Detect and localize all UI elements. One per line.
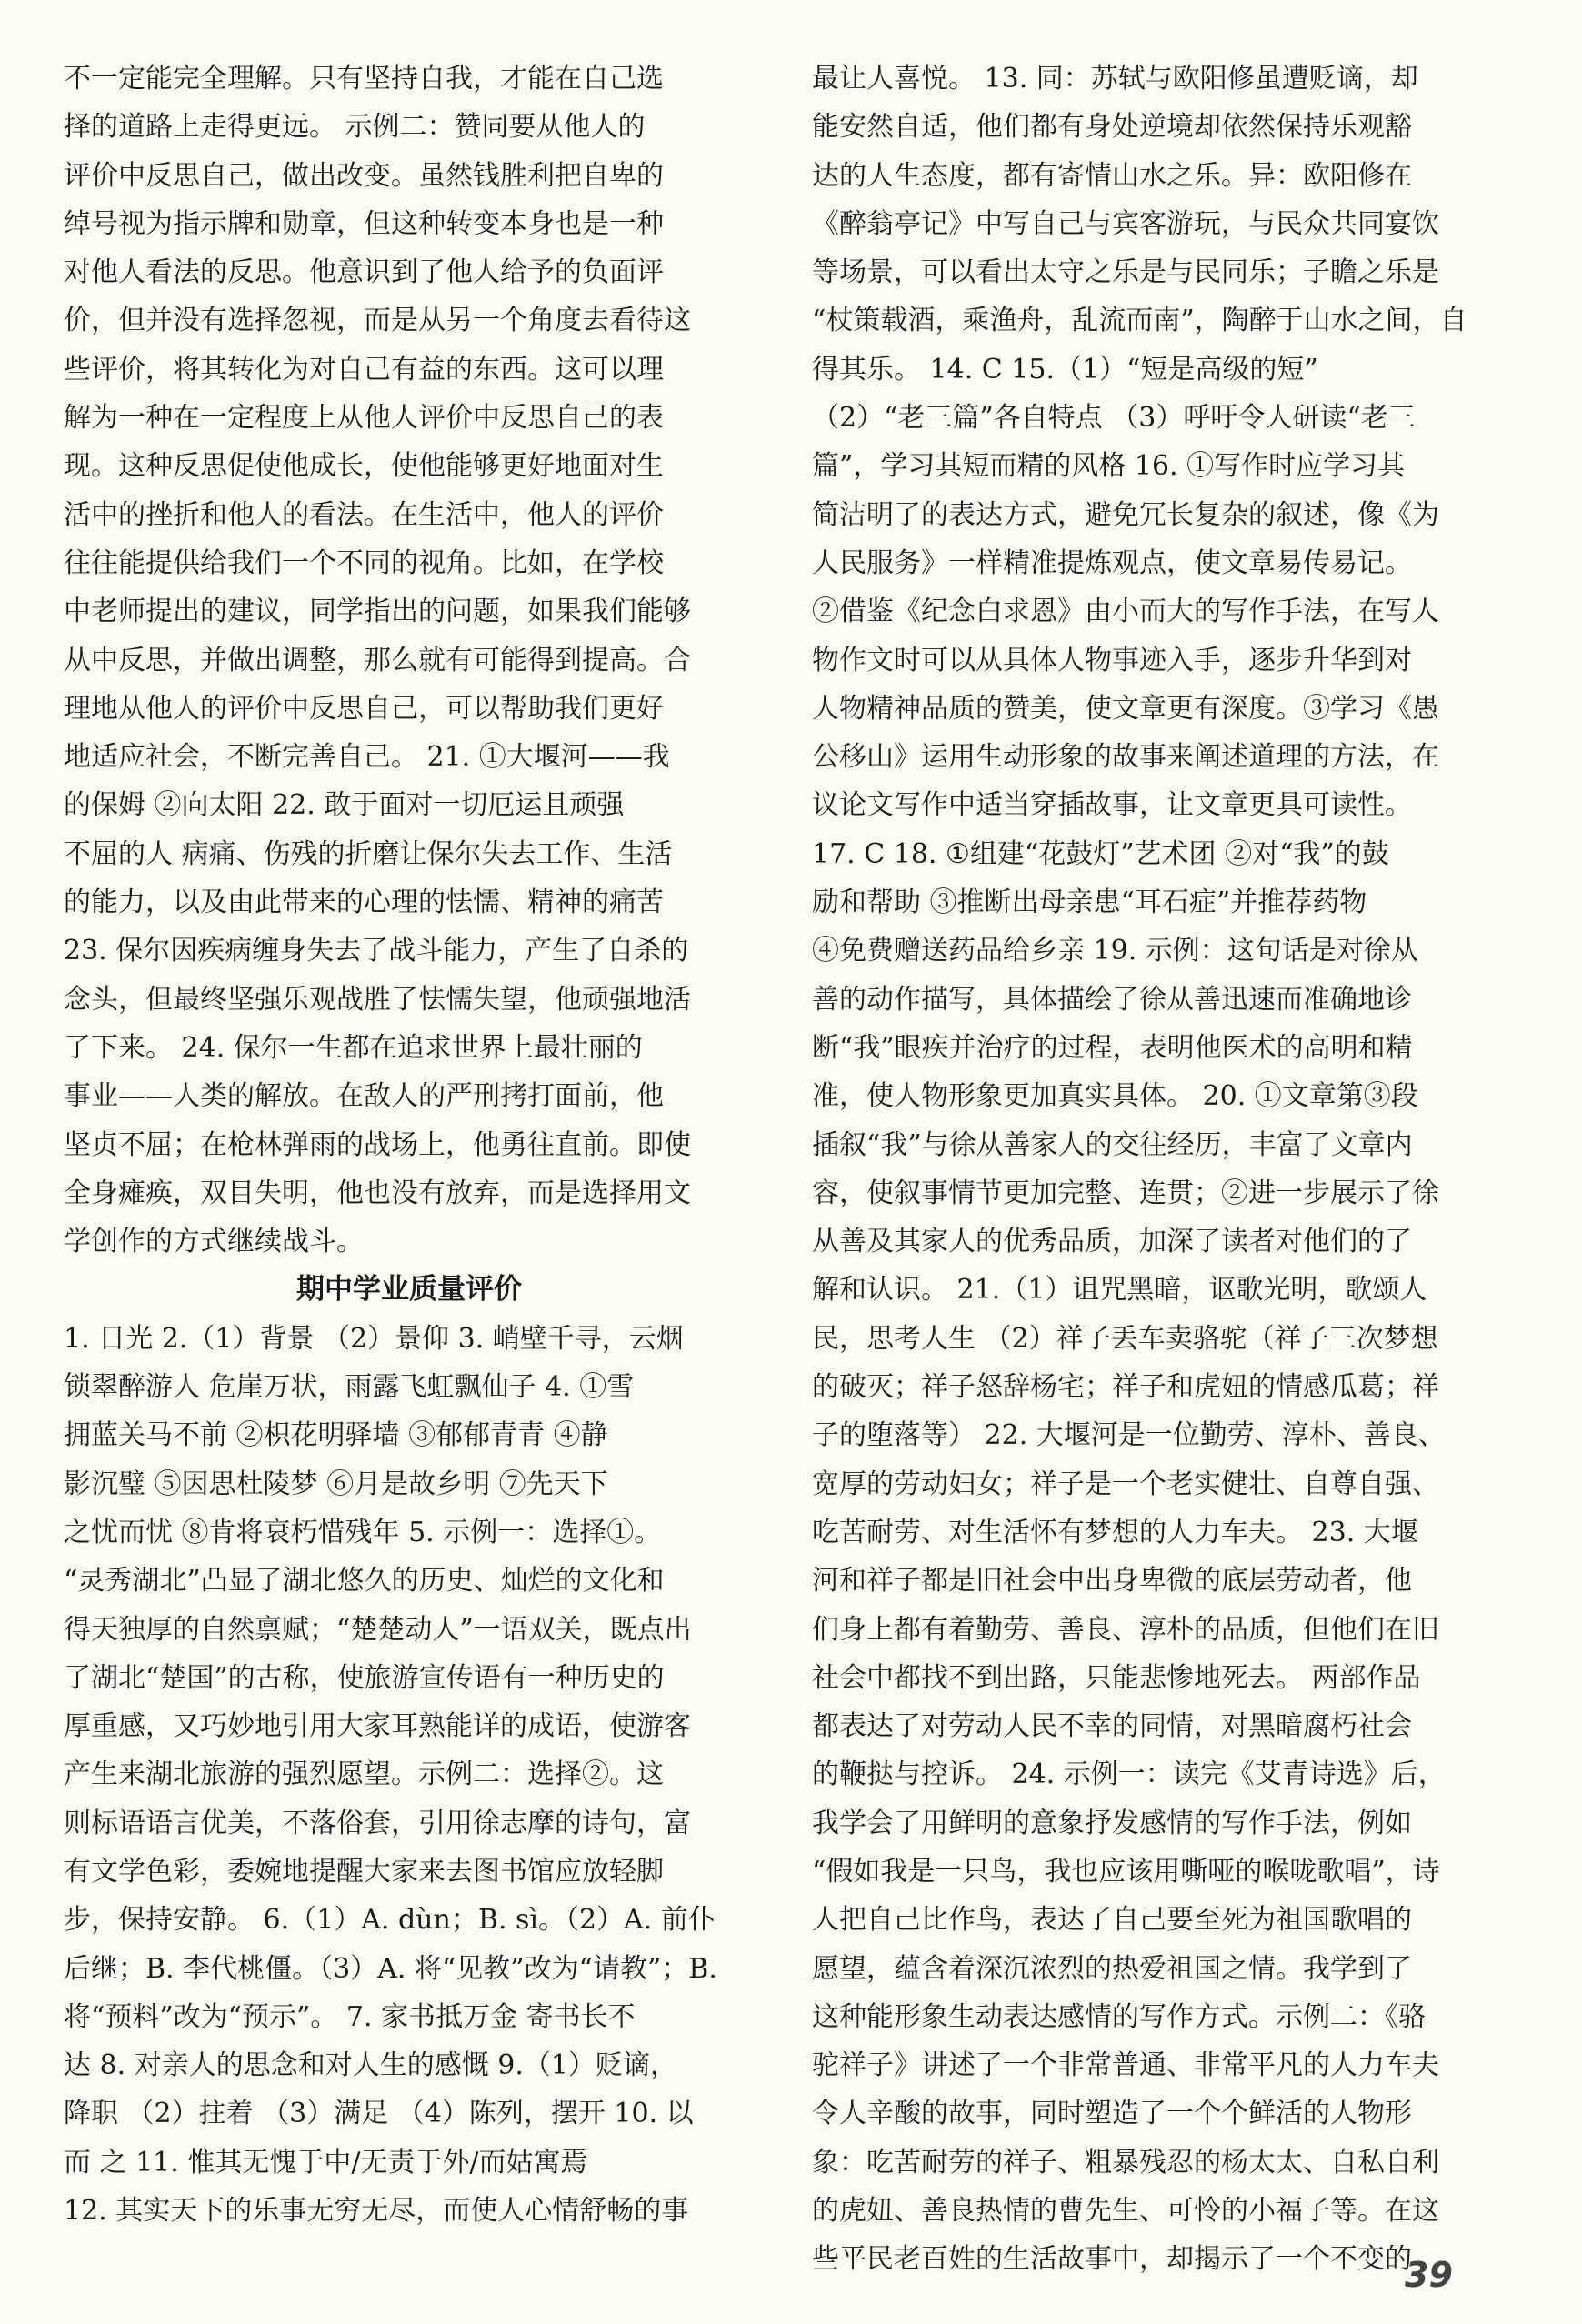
- text-line: 学创作的方式继续战斗。: [64, 1226, 364, 1258]
- text-line: 全身瘫痪，双目失明，他也没有放弃，而是选择用文: [64, 1177, 691, 1209]
- text-line: 了下来。 24. 保尔一生都在追求世界上最壮丽的: [64, 1031, 643, 1064]
- text-line: 往往能提供给我们一个不同的视角。比如，在学校: [64, 546, 664, 579]
- page-number: 39: [1405, 2255, 1453, 2295]
- text-line: 活中的挫折和他人的看法。在生活中，他人的评价: [64, 498, 664, 531]
- text-line: 容，使叙事情节更加完整、连贯；②进一步展示了徐: [812, 1177, 1439, 1209]
- text-line: 影沉璧 ⑤因思杜陵梦 ⑥月是故乡明 ⑦先天下: [64, 1468, 608, 1500]
- text-line: 准，使人物形象更加真实具体。 20. ①文章第③段: [812, 1080, 1418, 1113]
- text-line: 的能力，以及由此带来的心理的怯懦、精神的痛苦: [64, 887, 664, 919]
- text-line: 河和祥子都是旧社会中出身卑微的底层劳动者，他: [812, 1565, 1412, 1598]
- text-line: 得天独厚的自然禀赋；“楚楚动人”一语双关，既点出: [64, 1613, 692, 1646]
- text-line: ②借鉴《纪念白求恩》由小而大的写作手法，在写人: [812, 596, 1439, 628]
- section-heading: 期中学业质量评价: [296, 1273, 522, 1307]
- text-line: 的鞭挞与控诉。 24. 示例一：读完《艾青诗选》后，: [812, 1758, 1446, 1791]
- text-line: 降职 （2）拄着 （3）满足 （4）陈列，摆开 10. 以: [64, 2098, 694, 2130]
- text-line: 绰号视为指示牌和勋章，但这种转变本身也是一种: [64, 207, 664, 240]
- text-line: 事业——人类的解放。在敌人的严刑拷打面前，他: [64, 1080, 664, 1113]
- text-line: 篇”，学习其短而精的风格 16. ①写作时应学习其: [812, 450, 1406, 483]
- text-line: 宽厚的劳动妇女；祥子是一个老实健壮、自尊自强、: [812, 1468, 1439, 1500]
- text-line: 最让人喜悦。 13. 同：苏轼与欧阳修虽遭贬谪，却: [812, 63, 1418, 95]
- text-line: 社会中都找不到出路，只能悲惨地死去。 两部作品: [812, 1661, 1421, 1694]
- text-line: 插叙“我”与徐从善家人的交往经历，丰富了文章内: [812, 1128, 1413, 1161]
- text-line: 的虎妞、善良热情的曹先生、可怜的小福子等。在这: [812, 2195, 1439, 2228]
- text-line: 人把自己比作鸟，表达了自己要至死为祖国歌唱的: [812, 1904, 1412, 1937]
- text-line: 了湖北“楚国”的古称，使旅游宣传语有一种历史的: [64, 1661, 665, 1694]
- text-line: 则标语语言优美，不落俗套，引用徐志摩的诗句，富: [64, 1807, 691, 1839]
- text-line: 不一定能完全理解。只有坚持自我，才能在自己选: [64, 63, 664, 95]
- text-line: 吃苦耐劳、对生活怀有梦想的人力车夫。 23. 大堰: [812, 1516, 1418, 1548]
- text-line: 之忧而忧 ⑧肯将衰朽惜残年 5. 示例一：选择①。: [64, 1516, 662, 1548]
- text-line: 现。这种反思促使他成长，使他能够更好地面对生: [64, 450, 664, 483]
- text-line: 从善及其家人的优秀品质，加深了读者对他们的了: [812, 1226, 1412, 1258]
- text-line: 都表达了对劳动人民不幸的同情，对黑暗腐朽社会: [812, 1710, 1412, 1743]
- text-line: 理地从他人的评价中反思自己，可以帮助我们更好: [64, 692, 664, 725]
- text-line: 12. 其实天下的乐事无穷无尽，而使人心情舒畅的事: [64, 2195, 689, 2228]
- text-line: 简洁明了的表达方式，避免冗长复杂的叙述，像《为: [812, 498, 1439, 531]
- text-line: 而 之 11. 惟其无愧于中/无责于外/而姑寓焉: [64, 2146, 588, 2179]
- text-line: 23. 保尔因疾病缠身失去了战斗能力，产生了自杀的: [64, 935, 689, 967]
- text-line: 步，保持安静。 6.（1）A. dùn；B. sì。（2）A. 前仆: [64, 1904, 716, 1937]
- text-line: 愿望，蕴含着深沉浓烈的热爱祖国之情。我学到了: [812, 1952, 1412, 1985]
- text-line: 驼祥子》讲述了一个非常普通、非常平凡的人力车夫: [812, 2049, 1439, 2082]
- text-line: “假如我是一只鸟，我也应该用嘶哑的喉咙歌唱”，诗: [812, 1855, 1440, 1888]
- text-line: 达的人生态度，都有寄情山水之乐。异：欧阳修在: [812, 159, 1412, 192]
- text-line: 的破灭；祥子怒辞杨宅；祥子和虎妞的情感瓜葛；祥: [812, 1371, 1439, 1404]
- text-line: 人物精神品质的赞美，使文章更有深度。③学习《愚: [812, 692, 1439, 725]
- text-line: 令人辛酸的故事，同时塑造了一个个鲜活的人物形: [812, 2098, 1412, 2130]
- text-line: 将“预料”改为“预示”。 7. 家书抵万金 寄书长不: [64, 2000, 636, 2033]
- left-column-text-before-heading: [64, 55, 755, 1266]
- text-line: 这种能形象生动表达感情的写作方式。示例二：《骆: [812, 2000, 1426, 2033]
- text-line: 地适应社会，不断完善自己。 21. ①大堰河——我: [64, 741, 670, 774]
- text-line: 民，思考人生 （2）祥子丢车卖骆驼（祥子三次梦想: [812, 1322, 1438, 1355]
- text-line: 物作文时可以从具体人物事迹入手，逐步升华到对: [812, 644, 1412, 676]
- text-line: 17. C 18. ①组建“花鼓灯”艺术团 ②对“我”的鼓: [812, 837, 1389, 870]
- right-column-text: [812, 55, 1503, 2284]
- right-column: [812, 55, 1503, 2284]
- text-line: 等场景，可以看出太守之乐是与民同乐；子瞻之乐是: [812, 256, 1439, 289]
- text-line: “杖策载酒，乘渔舟，乱流而南”，陶醉于山水之间，自: [812, 305, 1467, 337]
- text-line: 1. 日光 2.（1）背景 （2）景仰 3. 峭壁千寻，云烟: [64, 1322, 684, 1355]
- text-line: “灵秀湖北”凸显了湖北悠久的历史、灿烂的文化和: [64, 1565, 665, 1598]
- text-line: 解和认识。 21.（1）诅咒黑暗，讴歌光明，歌颂人: [812, 1274, 1427, 1307]
- text-line: 有文学色彩，委婉地提醒大家来去图书馆应放轻脚: [64, 1855, 664, 1888]
- text-line: 拥蓝关马不前 ②枳花明驿墙 ③郁郁青青 ④静: [64, 1419, 608, 1452]
- text-line: 《醉翁亭记》中写自己与宾客游玩，与民众共同宴饮: [812, 207, 1439, 240]
- text-line: 评价中反思自己，做出改变。虽然钱胜利把自卑的: [64, 159, 664, 192]
- text-line: 后继；B. 李代桃僵。（3）A. 将“见教”改为“请教”；B.: [64, 1952, 717, 1985]
- text-line: 些评价，将其转化为对自己有益的东西。这可以理: [64, 353, 664, 386]
- text-line: 些平民老百姓的生活故事中，却揭示了一个不变的: [812, 2243, 1412, 2276]
- text-line: 念头，但最终坚强乐观战胜了怯懦失望，他顽强地活: [64, 983, 691, 1016]
- text-line: 产生来湖北旅游的强烈愿望。示例二：选择②。这: [64, 1758, 664, 1791]
- text-line: 达 8. 对亲人的思念和对人生的感慨 9.（1）贬谪，: [64, 2049, 677, 2082]
- text-line: 坚贞不屈；在枪林弹雨的战场上，他勇往直前。即使: [64, 1128, 691, 1161]
- text-line: 中老师提出的建议，同学指出的问题，如果我们能够: [64, 596, 691, 628]
- left-column: [64, 55, 755, 2235]
- text-line: 议论文写作中适当穿插故事，让文章更具可读性。: [812, 789, 1412, 822]
- text-line: 人民服务》一样精准提炼观点，使文章易传易记。: [812, 546, 1412, 579]
- text-line: 价，但并没有选择忽视，而是从另一个角度去看待这: [64, 305, 691, 337]
- text-line: 励和帮助 ③推断出母亲患“耳石症”并推荐药物: [812, 887, 1367, 919]
- text-line: 善的动作描写，具体描绘了徐从善迅速而准确地诊: [812, 983, 1412, 1016]
- left-column-text-after-heading: [64, 1315, 755, 2236]
- text-line: 们身上都有着勤劳、善良、淳朴的品质，但他们在旧: [812, 1613, 1439, 1646]
- text-line: 的保姆 ②向太阳 22. 敢于面对一切厄运且顽强: [64, 789, 625, 822]
- text-line: 我学会了用鲜明的意象抒发感情的写作手法，例如: [812, 1807, 1412, 1839]
- text-line: 公移山》运用生动形象的故事来阐述道理的方法，在: [812, 741, 1439, 774]
- text-line: 得其乐。 14. C 15.（1）“短是高级的短”: [812, 353, 1318, 386]
- text-line: ④免费赠送药品给乡亲 19. 示例：这句话是对徐从: [812, 935, 1418, 967]
- text-line: 择的道路上走得更远。 示例二：赞同要从他人的: [64, 111, 646, 144]
- text-line: 能安然自适，他们都有身处逆境却依然保持乐观豁: [812, 111, 1412, 144]
- text-line: 厚重感，又巧妙地引用大家耳熟能详的成语，使游客: [64, 1710, 691, 1743]
- text-line: 象：吃苦耐劳的祥子、粗暴残忍的杨太太、自私自利: [812, 2146, 1439, 2179]
- text-line: 断“我”眼疾并治疗的过程，表明他医术的高明和精: [812, 1031, 1413, 1064]
- text-line: 子的堕落等） 22. 大堰河是一位勤劳、淳朴、善良、: [812, 1419, 1446, 1452]
- text-line: 不屈的人 病痛、伤残的折磨让保尔失去工作、生活: [64, 837, 673, 870]
- text-line: 对他人看法的反思。他意识到了他人给予的负面评: [64, 256, 664, 289]
- text-line: 解为一种在一定程度上从他人评价中反思自己的表: [64, 402, 664, 435]
- text-line: 从中反思，并做出调整，那么就有可能得到提高。合: [64, 644, 691, 676]
- text-line: 锁翠醉游人 危崖万状，雨露飞虹飘仙子 4. ①雪: [64, 1371, 635, 1404]
- text-line: （2）“老三篇”各自特点 （3）呼吁令人研读“老三: [812, 402, 1416, 435]
